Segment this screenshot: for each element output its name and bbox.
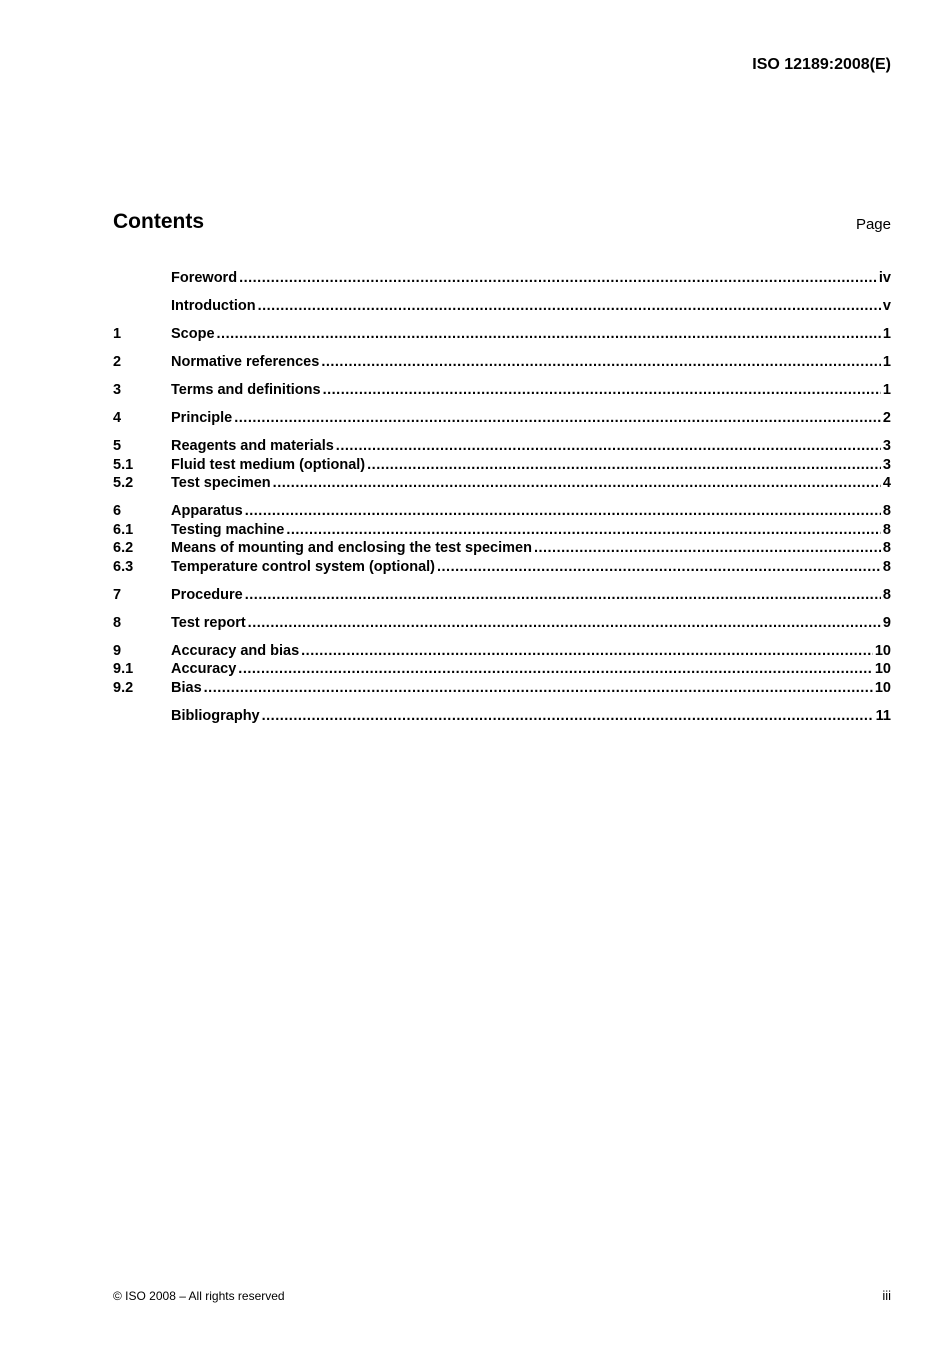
toc-entry-title: Principle — [171, 409, 233, 426]
toc-entry-page: 10 — [874, 642, 891, 659]
toc-entry-number: 1 — [113, 325, 122, 342]
toc-entry-number: 3 — [113, 381, 122, 398]
toc-entry[interactable] — [113, 353, 891, 372]
toc-entry[interactable] — [113, 642, 891, 661]
toc-entry-title: Foreword — [171, 270, 238, 286]
toc-dot-leader — [239, 269, 877, 288]
toc-dot-leader — [238, 660, 873, 679]
toc-entry-title: Fluid test medium (optional) — [171, 456, 366, 473]
toc-dot-leader — [245, 586, 881, 605]
toc-entry[interactable] — [113, 707, 891, 726]
toc-entry-page: 8 — [882, 558, 891, 575]
toc-entry[interactable] — [113, 297, 891, 316]
toc-entry-number: 5.2 — [113, 475, 134, 492]
toc-entry[interactable] — [113, 502, 891, 521]
toc-entry-page: iv — [878, 270, 891, 286]
toc-entry-title: Bias — [171, 680, 202, 696]
toc-dot-leader — [321, 353, 881, 372]
toc-dot-leader — [301, 642, 873, 661]
toc-entry[interactable] — [113, 539, 891, 558]
toc-entry-page: 4 — [882, 475, 891, 492]
toc-entry-title: Bibliography — [171, 707, 260, 724]
toc-entry-title: Temperature control system (optional) — [171, 558, 435, 575]
toc-entry-number: 6.2 — [113, 540, 134, 557]
toc-dot-leader — [336, 437, 881, 456]
toc-dot-leader — [258, 297, 881, 316]
toc-entry-page: 1 — [882, 353, 891, 370]
toc-entry-title: Scope — [171, 325, 215, 342]
toc-entry-page: 3 — [882, 437, 891, 454]
toc-entry-title: Apparatus — [171, 503, 243, 520]
toc-entry-title: Accuracy — [171, 661, 237, 678]
toc-dot-leader — [273, 474, 881, 493]
toc-entry[interactable] — [113, 456, 891, 475]
toc-dot-leader — [323, 381, 881, 400]
toc-entry-title: Normative references — [171, 353, 320, 370]
toc-entry-page: 8 — [882, 521, 891, 538]
toc-entry[interactable] — [113, 586, 891, 605]
toc-entry-number: 5.1 — [113, 456, 134, 473]
toc-entry-page: 1 — [882, 325, 891, 342]
toc-entry-page: v — [882, 297, 891, 314]
toc-dot-leader — [437, 558, 881, 577]
toc-entry-title: Accuracy and bias — [171, 642, 300, 659]
toc-dot-leader — [204, 679, 873, 698]
toc-entry-page: 8 — [882, 540, 891, 557]
toc-entry-page: 11 — [875, 707, 891, 724]
toc-entry-page: 1 — [882, 381, 891, 398]
toc-entry-number: 9.2 — [113, 680, 134, 696]
toc-entry-title: Procedure — [171, 586, 243, 603]
toc-entry-number: 8 — [113, 614, 122, 631]
toc-entry-page: 2 — [882, 409, 891, 426]
toc-entry-title: Terms and definitions — [171, 381, 321, 398]
toc-entry[interactable] — [113, 558, 891, 577]
toc-entry-page: 10 — [874, 661, 891, 678]
toc-dot-leader — [286, 521, 881, 540]
toc-entry[interactable] — [113, 474, 891, 493]
toc-dot-leader — [245, 502, 881, 521]
toc-entry[interactable] — [113, 381, 891, 400]
toc-dot-leader — [262, 707, 874, 726]
toc-entry-page: 8 — [882, 586, 891, 603]
toc-entry-number: 6.3 — [113, 558, 134, 575]
toc-entry-number: 7 — [113, 586, 122, 603]
toc-dot-leader — [367, 456, 881, 475]
toc-entry-number: 6 — [113, 503, 122, 520]
toc-entry-title: Test specimen — [171, 475, 271, 492]
toc-entry[interactable] — [113, 437, 891, 456]
toc-entry-page: 8 — [882, 503, 891, 520]
toc-entry-number: 5 — [113, 437, 122, 454]
toc-entry[interactable] — [113, 614, 891, 633]
toc-dot-leader — [234, 409, 881, 428]
footer-page-number: iii — [882, 1288, 891, 1303]
toc-entry[interactable] — [113, 521, 891, 540]
toc-entry[interactable] — [113, 679, 891, 698]
toc-entry-page: 3 — [882, 456, 891, 473]
toc-entry-number: 6.1 — [113, 521, 134, 538]
toc-entry-number: 9.1 — [113, 661, 134, 678]
toc-entry-number: 9 — [113, 642, 122, 659]
toc-entry[interactable] — [113, 269, 891, 288]
toc-dot-leader — [217, 325, 881, 344]
toc-entry-page: 9 — [882, 614, 891, 631]
toc-entry-title: Reagents and materials — [171, 437, 334, 454]
footer-copyright: © ISO 2008 – All rights reserved — [113, 1289, 285, 1303]
toc-entry[interactable] — [113, 325, 891, 344]
contents-heading: Contents — [113, 210, 204, 233]
toc-entry-title: Introduction — [171, 297, 256, 314]
document-id: ISO 12189:2008(E) — [752, 56, 891, 73]
table-of-contents — [113, 269, 891, 726]
toc-entry-title: Means of mounting and enclosing the test specimen — [171, 540, 532, 557]
toc-entry-page: 10 — [874, 680, 891, 696]
toc-entry[interactable] — [113, 409, 891, 428]
page-column-label: Page — [855, 216, 891, 233]
toc-entry-title: Testing machine — [171, 521, 285, 538]
toc-entry-number: 4 — [113, 409, 122, 426]
toc-entry-number: 2 — [113, 353, 122, 370]
toc-dot-leader — [534, 539, 881, 558]
toc-entry[interactable] — [113, 660, 891, 679]
toc-dot-leader — [248, 614, 881, 633]
toc-entry-title: Test report — [171, 614, 246, 631]
